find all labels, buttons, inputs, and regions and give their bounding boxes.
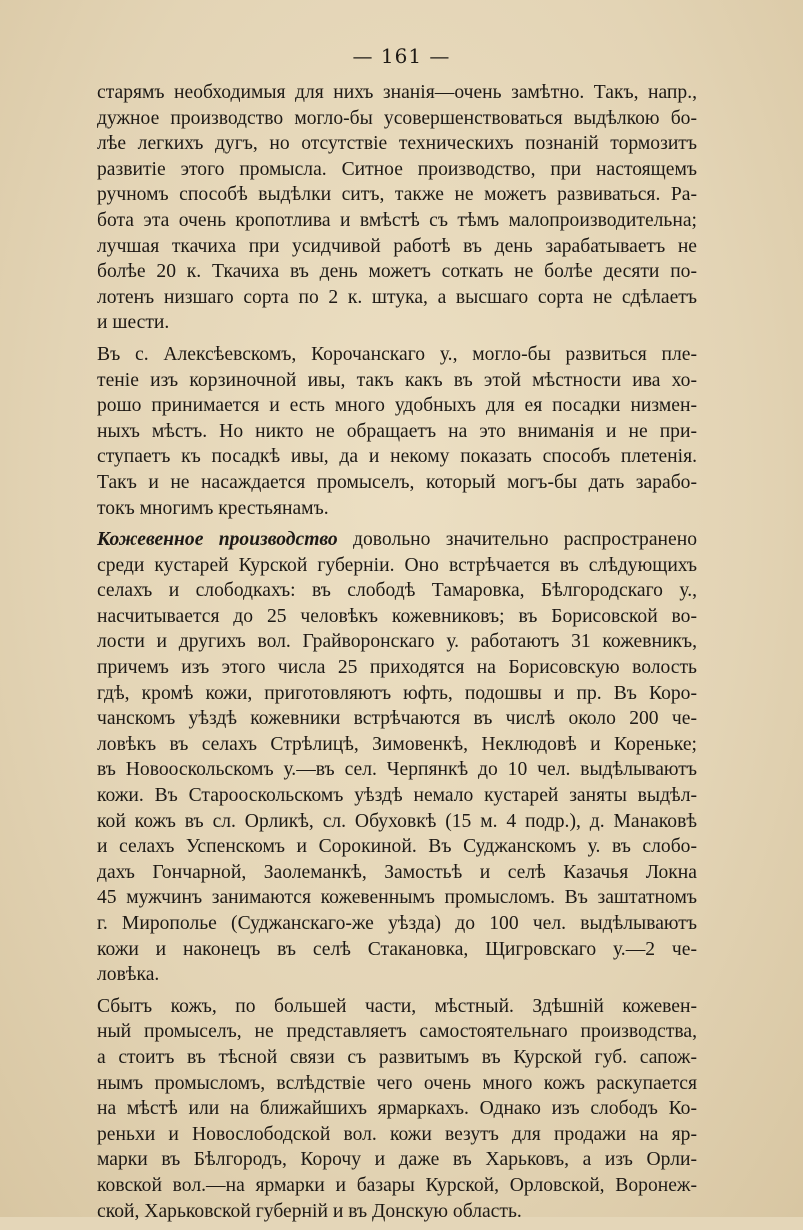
text-line: и селахъ Успенскомъ и Сорокиной. Въ Суджанскомъ у. въ слобо- <box>97 836 697 858</box>
text-line: лотенъ низшаго сорта по 2 к. штука, а высшаго сорта не сдѣлаетъ <box>97 286 697 308</box>
section-heading-emphasis: Кожевенное производство <box>97 529 338 551</box>
paragraph-1 <box>97 80 697 336</box>
text-line: реньхи и Новослободской вол. кожи везутъ для продажи на яр- <box>97 1123 697 1145</box>
body-text <box>97 80 697 1230</box>
text-line: г. Мирополье (Суджанскаго-же уѣзда) до 100 чел. выдѣлываютъ <box>97 913 697 934</box>
text-line: ской, Харьковской губерній и въ Донскую область. <box>97 1200 522 1222</box>
text-line: лучшая ткачиха при усидчивой работѣ въ день зарабатываетъ не <box>97 235 697 257</box>
text-line: токъ многимъ крестьянамъ. <box>97 497 329 519</box>
text-line: Такъ и не насаждается промыселъ, который могъ-бы дать зарабо- <box>97 471 697 493</box>
text-line: насчитывается до 25 человѣкъ кожевниковъ; въ Борисовской во- <box>97 605 697 627</box>
text-line: селахъ и слободкахъ: въ слободѣ Тамаровка, Бѣлгородскаго у., <box>97 580 697 602</box>
paragraph-2 <box>97 342 697 521</box>
text-line: чанскомъ уѣздѣ кожевники встрѣчаются въ числѣ около 200 че- <box>97 708 697 730</box>
text-line: на мѣстѣ или на ближайшихъ ярмаркахъ. Однако изъ слободъ Ко- <box>97 1098 697 1120</box>
paragraph-3 <box>97 527 697 988</box>
text-line: марки въ Бѣлгородъ, Корочу и даже въ Харьковъ, а изъ Орли- <box>97 1149 697 1171</box>
text-line: кожи и наконецъ въ селѣ Стакановка, Щигровскаго у.—2 че- <box>97 938 697 960</box>
text-line: болѣе 20 к. Ткачиха въ день можетъ соткать не болѣе десяти по- <box>97 261 697 283</box>
text-line <box>97 527 697 553</box>
text-line: Въ с. Алексѣевскомъ, Корочанскаго у., могло-бы развиться пле- <box>97 343 697 365</box>
text-line-rest: довольно значительно распространено <box>337 529 698 551</box>
text-line: развитіе этого промысла. Ситное производство, при настоящемъ <box>97 158 697 180</box>
text-line: ловѣка. <box>97 964 160 986</box>
paragraph-4 <box>97 994 697 1224</box>
text-line: лости и другихъ вол. Грайворонскаго у. работаютъ 31 кожевникъ, <box>97 631 697 653</box>
text-line: ручномъ способѣ выдѣлки ситъ, также не можетъ развиваться. Ра- <box>97 184 697 206</box>
text-line: дужное производство могло-бы усовершенствоваться выдѣлкою бо- <box>97 107 697 129</box>
text-line: бота эта очень кропотлива и вмѣстѣ съ тѣмъ малопроизводительна; <box>97 209 697 231</box>
text-line: кой кожъ въ сл. Орликѣ, сл. Обуховкѣ (15 м. 4 подр.), д. Манаковѣ <box>97 810 697 832</box>
text-line: среди кустарей Курской губерніи. Оно встрѣчается въ слѣдующихъ <box>97 554 697 576</box>
text-line: въ Новооскольскомъ у.—въ сел. Черпянкѣ до 10 чел. выдѣлываютъ <box>97 759 697 781</box>
text-line: ступаетъ къ посадкѣ ивы, да и некому показать способъ плетенія. <box>97 446 697 468</box>
text-line: а стоитъ въ тѣсной связи съ развитымъ въ Курской губ. сапож- <box>97 1046 697 1068</box>
text-line: Сбытъ кожъ, по большей части, мѣстный. Здѣшній кожевен- <box>97 995 697 1017</box>
text-line: гдѣ, кромѣ кожи, приготовляютъ юфть, подошвы и пр. Въ Коро- <box>97 682 697 704</box>
text-line: нымъ промысломъ, вслѣдствіе чего очень много кожъ раскупается <box>97 1072 697 1094</box>
text-line: кожи. Въ Старооскольскомъ уѣздѣ немало кустарей заняты выдѣл- <box>97 785 697 807</box>
text-line: ныхъ мѣстъ. Но никто не обращаетъ на это вниманія и не при- <box>97 420 697 442</box>
page-number: — 161 — <box>352 44 451 68</box>
text-line: ловѣкъ въ селахъ Стрѣлицѣ, Зимовенкѣ, Неклюдовѣ и Кореньке; <box>97 733 697 755</box>
text-line: лѣе легкихъ дугъ, но отсутствіе техническихъ познаній тормозитъ <box>97 133 697 155</box>
text-line: старямъ необходимыя для нихъ знанія—очень замѣтно. Такъ, напр., <box>97 82 697 103</box>
text-line: рошо принимается и есть много удобныхъ для ея посадки низмен- <box>97 395 697 417</box>
text-line: 45 мужчинъ занимаются кожевеннымъ промысломъ. Въ заштатномъ <box>97 887 697 909</box>
text-line: дахъ Гончарной, Заолеманкѣ, Замостьѣ и селѣ Казачья Локна <box>97 861 697 883</box>
text-line: ковской вол.—на ярмарки и базары Курской, Орловской, Воронеж- <box>97 1174 697 1196</box>
text-line: причемъ изъ этого числа 25 приходятся на Борисовскую волость <box>97 657 697 679</box>
text-line: ный промыселъ, не представляетъ самостоятельнаго производства, <box>97 1021 697 1043</box>
text-line: теніе изъ корзиночной ивы, такъ какъ въ этой мѣстности ива хо- <box>97 369 697 391</box>
text-line: и шести. <box>97 312 170 334</box>
